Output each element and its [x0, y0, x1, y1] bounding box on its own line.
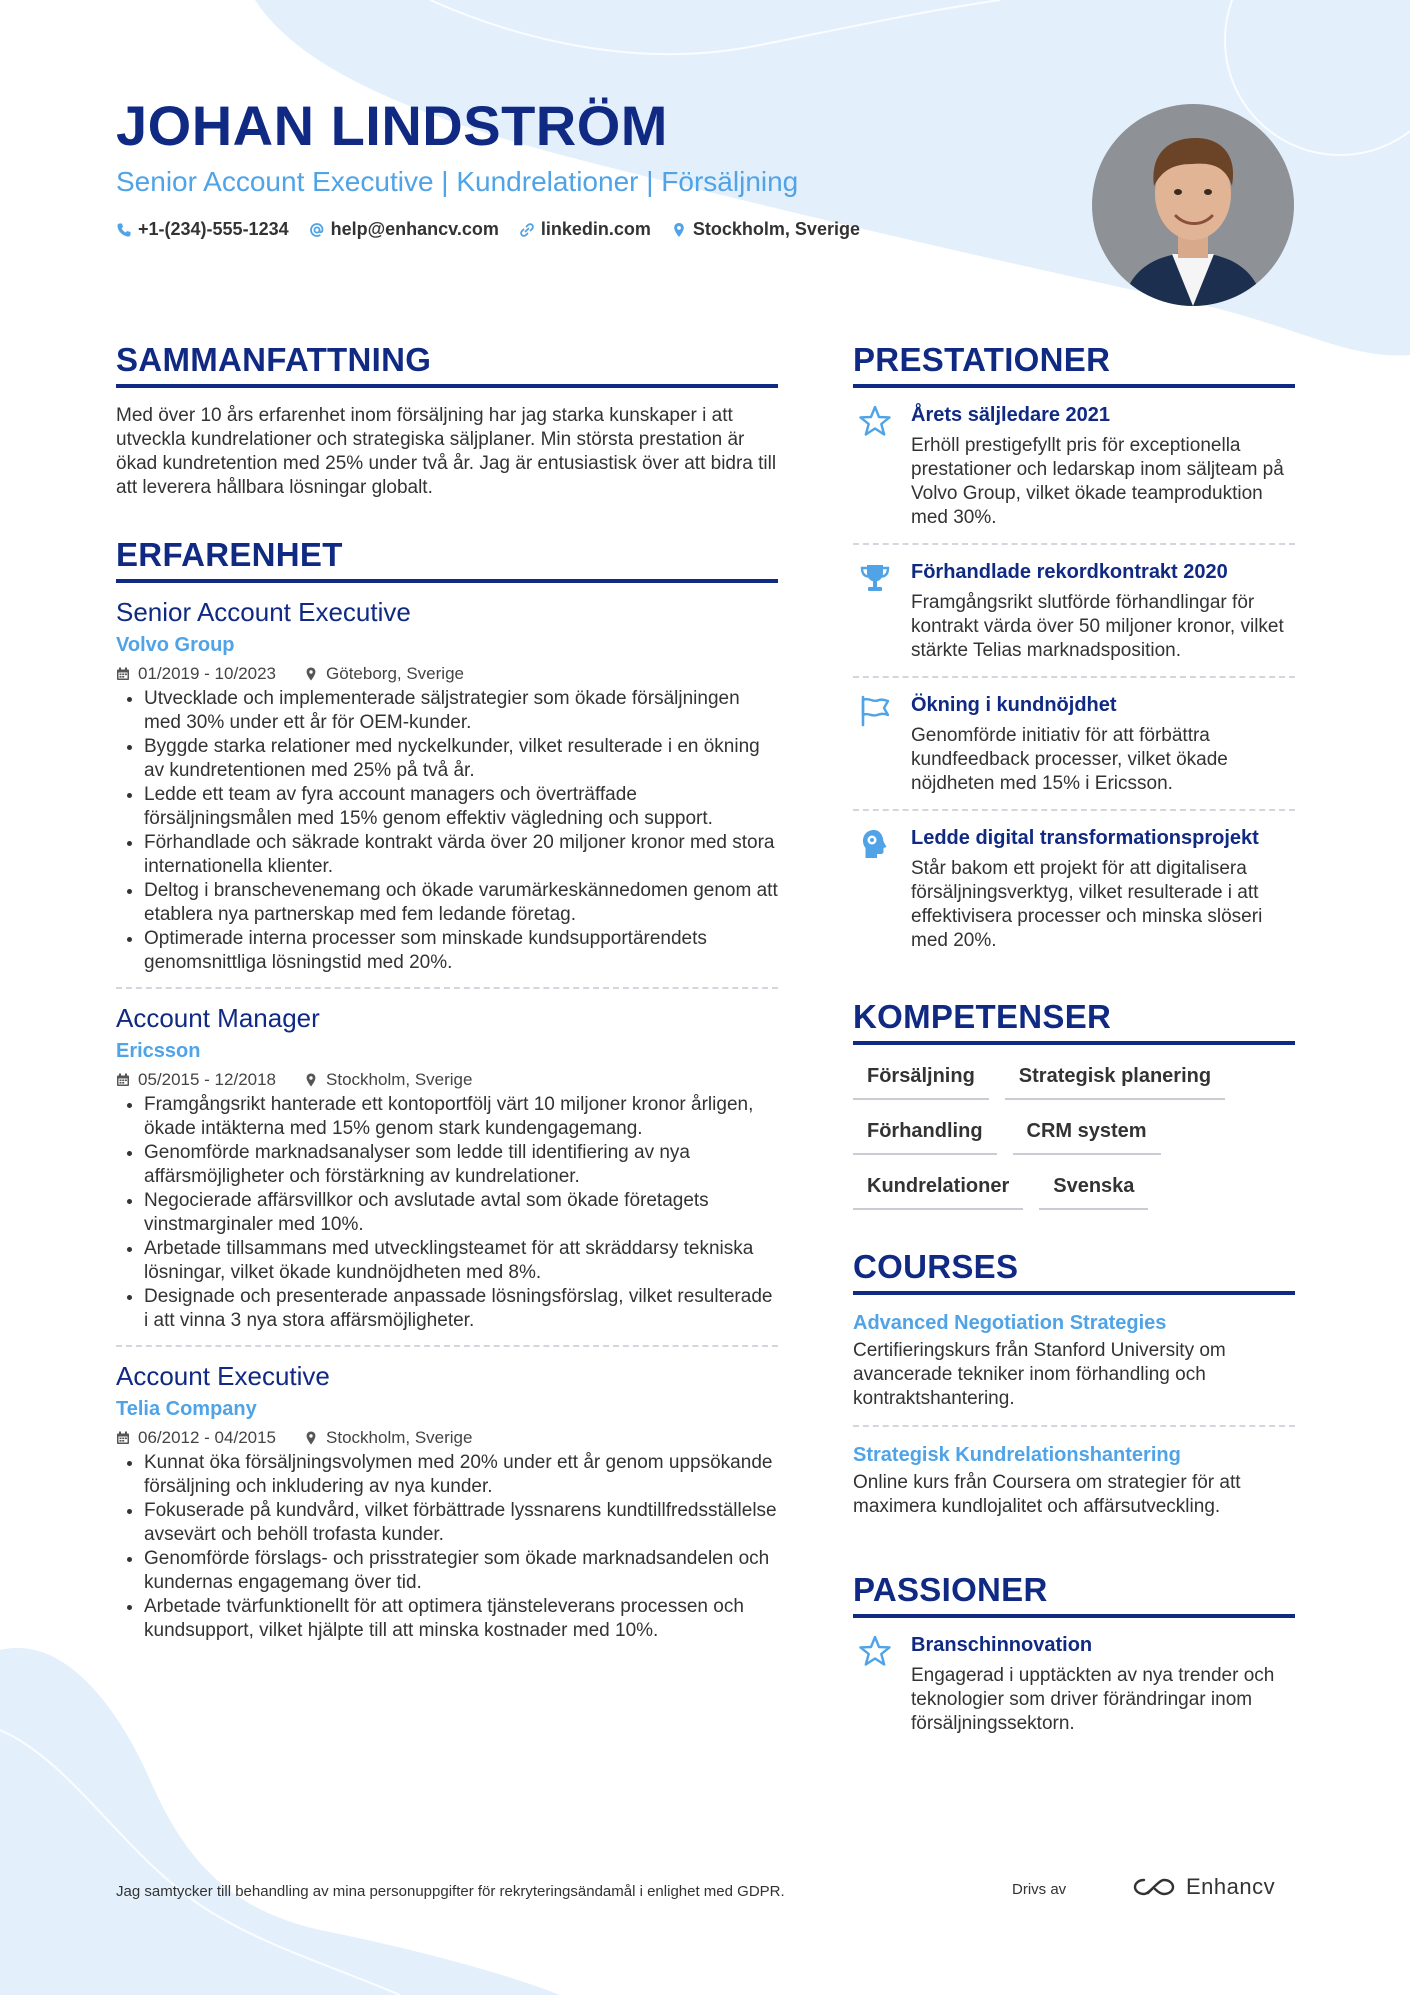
- courses-heading: COURSES: [853, 1250, 1295, 1295]
- location-text: Stockholm, Sverige: [692, 219, 860, 239]
- achievements-section: [853, 343, 1295, 966]
- job-title: Senior Account Executive: [116, 597, 411, 627]
- achievement-desc: Framgångsrikt slutförde förhandlingar för kontrakt värda över 50 miljoner kronor, vilket stärkte Telias marknadsposition.: [911, 592, 1284, 661]
- skills-list: [853, 1059, 1295, 1210]
- achievement-item: [853, 678, 1295, 811]
- skill-tag: Svenska: [1039, 1169, 1148, 1210]
- location-icon: [304, 1431, 318, 1445]
- course-title: Advanced Negotiation Strategies: [853, 1312, 1167, 1334]
- experience-heading: ERFARENHET: [116, 538, 778, 583]
- job-location: [304, 1427, 472, 1449]
- skill-tag: Försäljning: [853, 1059, 989, 1100]
- left-column: [116, 343, 778, 1655]
- achievement-title: Ökning i kundnöjdhet: [911, 694, 1117, 716]
- job-bullet: • Förhandlade och säkrade kontrakt värda över 20 miljoner kronor med stora internationella klienter.: [144, 831, 778, 879]
- candidate-name: JOHAN LINDSTRÖM: [116, 94, 668, 157]
- head-brain-icon: [858, 827, 892, 861]
- job-bullet: • Kunnat öka försäljningsvolymen med 20% under ett år genom uppsökande försäljning och inkludering av nya kunder.: [144, 1451, 778, 1499]
- job-entry: [116, 583, 778, 989]
- enhancv-logo[interactable]: [1132, 1874, 1275, 1900]
- email-text: help@enhancv.com: [330, 219, 499, 239]
- job-bullet: • Genomförde förslags- och prisstrategier som ökade marknadsandelen och kundernas engagemang över tid.: [144, 1547, 778, 1595]
- job-location: [304, 1069, 472, 1091]
- brand-name: Enhancv: [1186, 1874, 1276, 1899]
- course-title: Strategisk Kundrelationshantering: [853, 1444, 1181, 1466]
- contact-phone[interactable]: [116, 219, 289, 240]
- job-title: Account Manager: [116, 1003, 320, 1033]
- achievement-title: Årets säljledare 2021: [911, 404, 1111, 426]
- skill-tag: Kundrelationer: [853, 1169, 1023, 1210]
- skill-tag: CRM system: [1013, 1114, 1161, 1155]
- link-icon: [519, 222, 535, 238]
- skill-tag: Strategisk planering: [1005, 1059, 1225, 1100]
- passion-item: [853, 1618, 1295, 1749]
- job-location-text: Stockholm, Sverige: [326, 1428, 473, 1447]
- job-title: Account Executive: [116, 1361, 330, 1391]
- achievement-desc: Står bakom ett projekt för att digitalisera försäljningsverktyg, vilket resulterade i att effektivisera processer och minska slöseri med 20%.: [911, 858, 1263, 951]
- passions-section: [853, 1573, 1295, 1749]
- job-bullet: • Arbetade tvärfunktionellt för att optimera tjänsteleverans processen och kundsupport, vilket hjälpte till att minska kostnader med 10%.: [144, 1595, 778, 1643]
- contact-email[interactable]: [309, 219, 499, 240]
- job-bullet: • Fokuserade på kundvård, vilket förbättrade lyssnarens kundtillfredsställelse avsevärt och behöll trofasta kunder.: [144, 1499, 778, 1547]
- contact-list: [116, 219, 860, 240]
- at-icon: [309, 222, 325, 238]
- candidate-subtitle: Senior Account Executive | Kundrelationer | Försäljning: [116, 166, 799, 197]
- job-entry: [116, 1347, 778, 1655]
- location-icon: [304, 1073, 318, 1087]
- job-dates: [116, 1427, 276, 1449]
- job-bullet: • Negocierade affärsvillkor och avslutade avtal som ökade företagets vinstmarginaler med 10%.: [144, 1189, 778, 1237]
- course-item: [853, 1295, 1295, 1427]
- job-bullet: • Ledde ett team av fyra account managers och överträffade försäljningsmålen med 15% genom effektiv vägledning och support.: [144, 783, 778, 831]
- passion-title: Branschinnovation: [911, 1634, 1093, 1656]
- contact-location: [671, 219, 860, 240]
- achievement-title: Ledde digital transformationsprojekt: [911, 827, 1259, 849]
- course-desc: Certifieringskurs från Stanford University om avancerade tekniker inom förhandling och kontraktshantering.: [853, 1340, 1226, 1409]
- job-location-text: Göteborg, Sverige: [326, 664, 464, 683]
- job-bullet: • Designade och presenterade anpassade lösningsförslag, vilket resulterade i att vinna 3 nya stora affärsmöjligheter.: [144, 1285, 778, 1333]
- job-bullet: • Arbetade tillsammans med utvecklingsteamet för att skräddarsy tekniska lösningar, vilket ökade kundnöjdheten med 8%.: [144, 1237, 778, 1285]
- job-entry: [116, 989, 778, 1347]
- courses-section: [853, 1250, 1295, 1533]
- job-meta: [116, 663, 778, 685]
- calendar-icon: [116, 1073, 130, 1087]
- job-meta: [116, 1069, 778, 1091]
- location-icon: [304, 667, 318, 681]
- calendar-icon: [116, 667, 130, 681]
- company-name: Ericsson: [116, 1040, 201, 1062]
- achievement-title: Förhandlade rekordkontrakt 2020: [911, 561, 1228, 583]
- achievement-desc: Erhöll prestigefyllt pris för exceptionella prestationer och ledarskap inom säljteam på Volvo Group, vilket ökade teamproduktion med 30%.: [911, 435, 1284, 528]
- phone-text: +1-(234)-555-1234: [138, 219, 289, 239]
- summary-text: Med över 10 års erfarenhet inom försäljning har jag starka kunskaper i att utveckla kundrelationer och strategiska säljplaner. Min största prestation är ökad kundretention med 25% under två år. Jag är entusiastisk över att bidra till att leverera hållbara lösningar globalt.: [116, 405, 777, 498]
- star-icon: [858, 404, 892, 438]
- job-bullets: [116, 1093, 778, 1333]
- linkedin-text: linkedin.com: [540, 219, 651, 239]
- contact-linkedin[interactable]: [519, 219, 651, 240]
- experience-section: [116, 538, 778, 1655]
- trophy-icon: [858, 561, 892, 595]
- achievements-heading: PRESTATIONER: [853, 343, 1295, 388]
- job-bullets: [116, 687, 778, 975]
- achievement-item: [853, 388, 1295, 545]
- company-name: Telia Company: [116, 1398, 257, 1420]
- job-dates-text: 01/2019 - 10/2023: [138, 664, 277, 683]
- powered-by-label: Drivs av: [1012, 1881, 1067, 1898]
- right-column: [853, 343, 1295, 1749]
- phone-icon: [116, 222, 132, 238]
- achievement-item: [853, 811, 1295, 966]
- skill-tag: Förhandling: [853, 1114, 997, 1155]
- achievement-item: [853, 545, 1295, 678]
- job-dates-text: 05/2015 - 12/2018: [138, 1070, 277, 1089]
- gdpr-consent: Jag samtycker till behandling av mina personuppgifter för rekryteringsändamål i enlighet med GDPR.: [116, 1883, 785, 1900]
- star-icon: [858, 1634, 892, 1668]
- job-dates-text: 06/2012 - 04/2015: [138, 1428, 277, 1447]
- job-bullet: • Genomförde marknadsanalyser som ledde till identifiering av nya affärsmöjligheter och förstärkning av kundrelationer.: [144, 1141, 778, 1189]
- job-location: [304, 663, 464, 685]
- company-name: Volvo Group: [116, 634, 235, 656]
- infinity-logo-icon: [1132, 1875, 1176, 1899]
- achievement-desc: Genomförde initiativ för att förbättra kundfeedback processer, vilket ökade nöjdheten med 15% i Ericsson.: [911, 725, 1228, 794]
- job-location-text: Stockholm, Sverige: [326, 1070, 473, 1089]
- job-bullets: [116, 1451, 778, 1643]
- course-desc: Online kurs från Coursera om strategier för att maximera kundlojalitet och affärsutveckling.: [853, 1472, 1241, 1517]
- passion-desc: Engagerad i upptäckten av nya trender och teknologier som driver förändringar inom försäljningssektorn.: [911, 1665, 1275, 1734]
- job-dates: [116, 1069, 276, 1091]
- calendar-icon: [116, 1431, 130, 1445]
- job-bullet: • Framgångsrikt hanterade ett kontoportfölj värt 10 miljoner kronor årligen, ökade intäkterna med 15% genom stark kundengagemang.: [144, 1093, 778, 1141]
- flag-icon: [858, 694, 892, 728]
- passions-heading: PASSIONER: [853, 1573, 1295, 1618]
- job-bullet: • Deltog i branschevenemang och ökade varumärkeskännedomen genom att etablera nya partnerskap med fem ledande företag.: [144, 879, 778, 927]
- job-bullet: • Optimerade interna processer som minskade kundsupportärendets genomsnittliga lösningstid med 20%.: [144, 927, 778, 975]
- job-dates: [116, 663, 276, 685]
- skills-heading: KOMPETENSER: [853, 1000, 1295, 1045]
- skills-section: [853, 1000, 1295, 1210]
- summary-heading: SAMMANFATTNING: [116, 343, 778, 388]
- summary-section: [116, 343, 778, 500]
- profile-photo: [1092, 104, 1294, 306]
- course-item: [853, 1427, 1295, 1533]
- job-bullet: • Utvecklade och implementerade säljstrategier som ökade försäljningen med 30% under ett år för OEM-kunder.: [144, 687, 778, 735]
- job-bullet: • Byggde starka relationer med nyckelkunder, vilket resulterade i en ökning av kundretentionen med 25% på två år.: [144, 735, 778, 783]
- location-icon: [671, 222, 687, 238]
- job-meta: [116, 1427, 778, 1449]
